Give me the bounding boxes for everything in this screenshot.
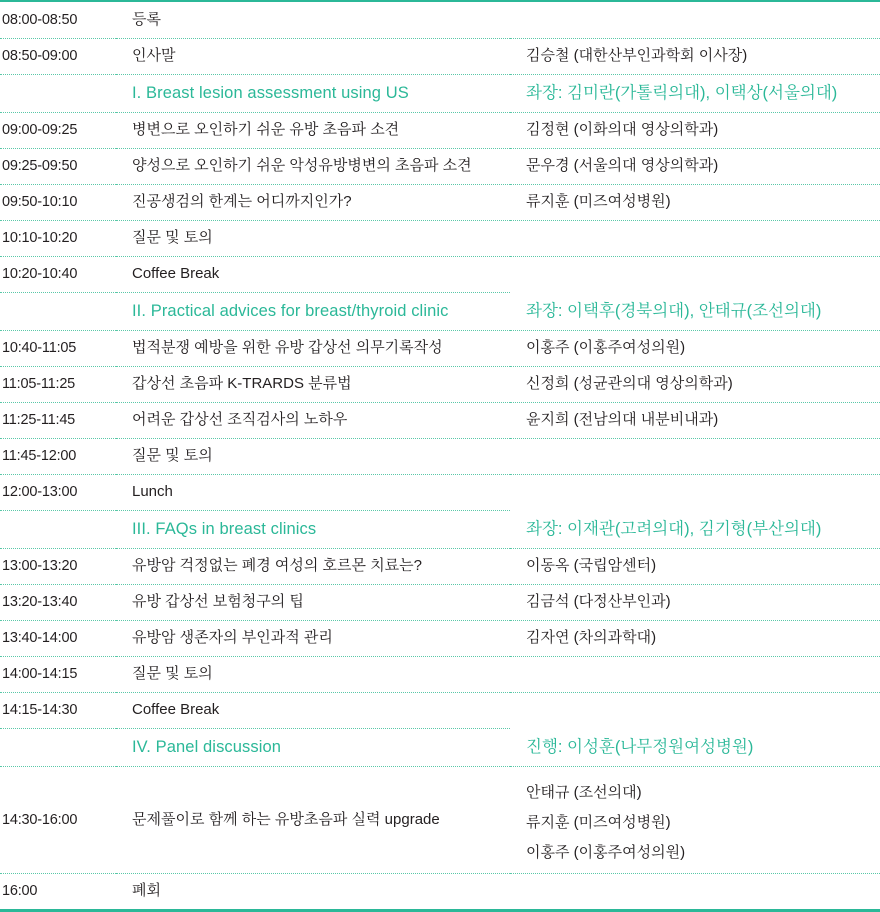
row-time: 12:00-13:00 bbox=[2, 484, 78, 500]
row-person: 김정현 (이화의대 영상의학과) bbox=[526, 121, 719, 138]
session-title: IV. Panel discussion bbox=[132, 738, 282, 756]
panelist-name: 이홍주 (이홍주여성의원) bbox=[526, 843, 686, 861]
row-title: 등록 bbox=[132, 10, 161, 28]
row-person: 이동옥 (국립암센터) bbox=[526, 557, 657, 574]
row-person: 이홍주 (이홍주여성의원) bbox=[526, 339, 686, 356]
row-person: 윤지희 (전남의대 내분비내과) bbox=[526, 411, 719, 428]
row-time: 09:25-09:50 bbox=[2, 158, 78, 174]
row-time: 09:50-10:10 bbox=[2, 194, 78, 210]
session-header-row bbox=[0, 728, 880, 766]
program-schedule-table bbox=[0, 2, 880, 909]
session-header-row bbox=[0, 74, 880, 112]
row-title: 병변으로 오인하기 쉬운 유방 초음파 소견 bbox=[132, 121, 400, 138]
table-row bbox=[0, 873, 880, 909]
row-title: 질문 및 토의 bbox=[132, 229, 213, 246]
panelist-name: 류지훈 (미즈여성병원) bbox=[526, 813, 671, 831]
row-time: 10:10-10:20 bbox=[2, 230, 78, 246]
table-row bbox=[0, 112, 880, 148]
table-row bbox=[0, 366, 880, 402]
row-time: 10:40-11:05 bbox=[2, 340, 77, 356]
table-row bbox=[0, 474, 880, 510]
table-row bbox=[0, 330, 880, 366]
table-row bbox=[0, 256, 880, 292]
row-time: 11:45-12:00 bbox=[2, 448, 77, 464]
row-title: 유방암 생존자의 부인과적 관리 bbox=[132, 629, 333, 646]
row-person: 김금석 (다정산부인과) bbox=[526, 593, 671, 610]
row-time: 14:15-14:30 bbox=[2, 702, 78, 718]
session-title: III. FAQs in breast clinics bbox=[132, 520, 317, 538]
row-person: 김자연 (차의과학대) bbox=[526, 629, 657, 646]
session-chair: 좌장: 김미란(가톨릭의대), 이택상(서울의대) bbox=[526, 84, 838, 102]
session-title: I. Breast lesion assessment using US bbox=[132, 84, 409, 102]
row-title: 어려운 갑상선 조직검사의 노하우 bbox=[132, 411, 348, 428]
row-time: 11:05-11:25 bbox=[2, 376, 76, 392]
table-row bbox=[0, 2, 880, 38]
row-time: 13:40-14:00 bbox=[2, 630, 78, 646]
row-time: 13:20-13:40 bbox=[2, 594, 78, 610]
table-row bbox=[0, 548, 880, 584]
table-row bbox=[0, 584, 880, 620]
row-title: 문제풀이로 함께 하는 유방초음파 실력 upgrade bbox=[132, 810, 440, 828]
table-row bbox=[0, 656, 880, 692]
row-time: 08:50-09:00 bbox=[2, 48, 78, 64]
session-chair: 좌장: 이택후(경북의대), 안태규(조선의대) bbox=[526, 301, 822, 320]
row-time: 09:00-09:25 bbox=[2, 122, 78, 138]
panel-moderator: 진행: 이성훈(나무정원여성병원) bbox=[526, 737, 754, 756]
row-person: 신정희 (성균관의대 영상의학과) bbox=[526, 375, 733, 392]
row-title: 폐회 bbox=[132, 882, 161, 900]
row-person: 김승철 (대한산부인과학회 이사장) bbox=[526, 47, 748, 64]
row-title: 질문 및 토의 bbox=[132, 447, 213, 464]
table-row bbox=[0, 438, 880, 474]
table-row bbox=[0, 220, 880, 256]
session-title: II. Practical advices for breast/thyroid clinic bbox=[132, 302, 449, 320]
row-time: 13:00-13:20 bbox=[2, 558, 78, 574]
row-time: 10:20-10:40 bbox=[2, 266, 78, 282]
row-person: 류지훈 (미즈여성병원) bbox=[526, 193, 671, 210]
row-title: 갑상선 초음파 K-TRARDS 분류법 bbox=[132, 375, 352, 392]
panel-row bbox=[0, 766, 880, 873]
table-row bbox=[0, 692, 880, 728]
row-time: 14:00-14:15 bbox=[2, 666, 78, 682]
session-header-row bbox=[0, 510, 880, 548]
row-title: Coffee Break bbox=[132, 265, 220, 282]
table-row bbox=[0, 148, 880, 184]
row-person: 문우경 (서울의대 영상의학과) bbox=[526, 157, 719, 174]
table-row bbox=[0, 38, 880, 74]
row-time: 08:00-08:50 bbox=[2, 11, 78, 28]
table-row bbox=[0, 620, 880, 656]
row-title: 질문 및 토의 bbox=[132, 665, 213, 682]
row-title: 법적분쟁 예방을 위한 유방 갑상선 의무기록작성 bbox=[132, 339, 443, 356]
row-title: 진공생검의 한계는 어디까지인가? bbox=[132, 193, 352, 210]
schedule-body bbox=[0, 2, 880, 909]
session-header-row bbox=[0, 292, 880, 330]
panelist-name: 안태규 (조선의대) bbox=[526, 783, 642, 801]
row-time: 16:00 bbox=[2, 883, 38, 900]
row-title: Coffee Break bbox=[132, 701, 220, 718]
row-title: 인사말 bbox=[132, 47, 176, 64]
row-title: Lunch bbox=[132, 483, 173, 500]
row-title: 유방 갑상선 보험청구의 팁 bbox=[132, 593, 304, 610]
session-chair: 좌장: 이재관(고려의대), 김기형(부산의대) bbox=[526, 519, 822, 538]
row-title: 유방암 걱정없는 폐경 여성의 호르몬 치료는? bbox=[132, 557, 423, 574]
table-row bbox=[0, 184, 880, 220]
row-title: 양성으로 오인하기 쉬운 악성유방병변의 초음파 소견 bbox=[132, 157, 472, 174]
table-row bbox=[0, 402, 880, 438]
row-time: 11:25-11:45 bbox=[2, 412, 76, 428]
row-time: 14:30-16:00 bbox=[2, 811, 78, 828]
